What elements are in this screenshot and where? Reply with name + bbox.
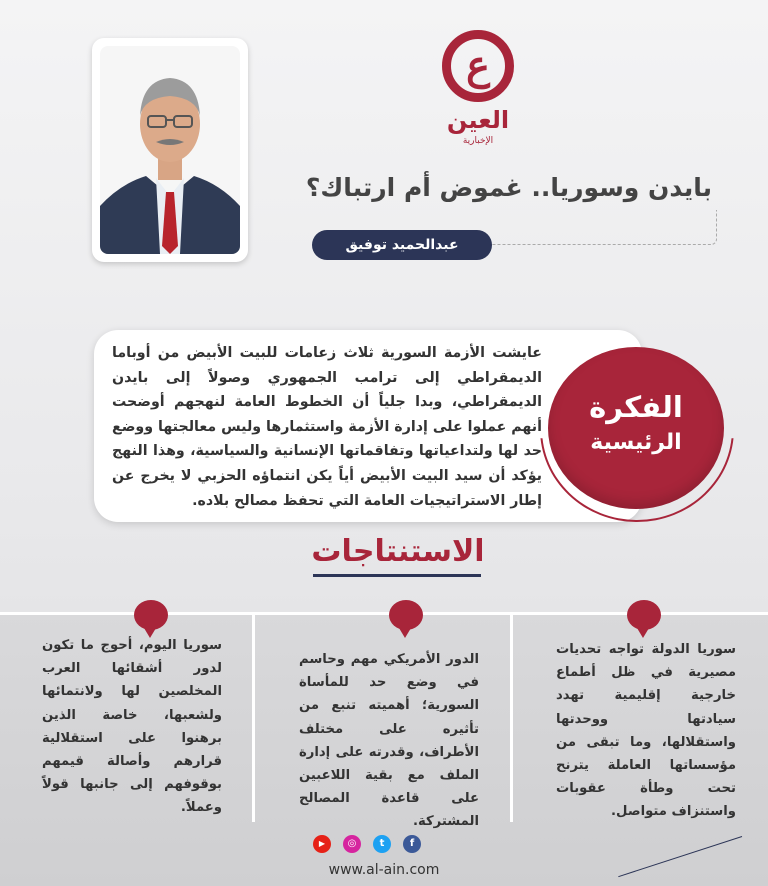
author-photo-frame xyxy=(92,38,248,262)
brand-subtitle: الإخبارية xyxy=(462,136,494,146)
author-photo xyxy=(100,46,240,254)
youtube-icon[interactable]: ▶ xyxy=(313,835,331,853)
conclusions-underline xyxy=(313,574,481,577)
column-divider xyxy=(252,612,255,822)
title-decor-line xyxy=(470,210,717,245)
twitter-icon[interactable]: t xyxy=(373,835,391,853)
website-link[interactable]: www.al-ain.com xyxy=(328,862,440,878)
brand-name: العين xyxy=(446,106,510,134)
instagram-icon[interactable]: ◎ xyxy=(343,835,361,853)
article-title: بايدن وسوريا.. غموض أم ارتباك؟ xyxy=(305,173,712,202)
author-portrait-image xyxy=(100,46,240,254)
key-idea-label-line1: الفكرة xyxy=(589,390,683,424)
key-idea-text: عايشت الأزمة السورية ثلاث زعامات للبيت الأبيض من أوباما الديمقراطي إلى ترامب الجمهوري وصولاً إلى بايدن الديمقراطي، وبدا جلياً أن الخطوط العامة لنهجهم أوضحت أنهم عملوا على إدارة الأزمة واستثمارها وليس معالجتها ووضع حد لها ولتداعياتها وتفاقماتها الإنسانية والسياسية، وهذا النهج يؤكد أن سيد البيت الأبيض أياً يكن انتماؤه الحزبي لا يخرج عن إطار الاستراتيجيات العامة التي تحفظ مصالح بلاده. xyxy=(112,345,542,509)
speech-bubble-icon xyxy=(627,600,661,630)
brand-logo-icon: ع xyxy=(466,42,490,89)
key-idea-badge xyxy=(548,347,724,509)
key-idea-label-line2: الرئيسية xyxy=(590,430,682,455)
conclusions-title: الاستنتاجات xyxy=(311,534,485,569)
conclusion-item-2-text: الدور الأمريكي مهم وحاسم في وضع حد للمأساة السورية؛ أهميته تنبع من تأثيره على مختلف الأطراف، وقدرته على إدارة الملف مع بقية اللاعبين على قاعدة المصالح المشتركة. xyxy=(299,652,479,830)
conclusion-item-3-text: سوريا اليوم، أحوج ما تكون لدور أشقائها العرب المخلصين لها ولانتمائها ولشعبها، خاصة الذين برهنوا على استقلالية قرارهم وأصالة قيمهم بوقوفهم إلى جانبها قولاً وعملاً. xyxy=(42,638,222,816)
author-badge: عبدالحميد توفيق xyxy=(312,230,492,260)
speech-bubble-icon xyxy=(134,600,168,630)
column-divider xyxy=(510,612,513,822)
speech-bubble-icon xyxy=(389,600,423,630)
conclusion-item-1-text: سوريا الدولة تواجه تحديات مصيرية في ظل أطماع خارجية إقليمية تهدد سيادتها ووحدتها واستقلالها، وما تبقى من مؤسساتها العاملة يترنح تحت وطأة عقوبات واستنزاف متواصل. xyxy=(556,642,736,820)
facebook-icon[interactable]: f xyxy=(403,835,421,853)
